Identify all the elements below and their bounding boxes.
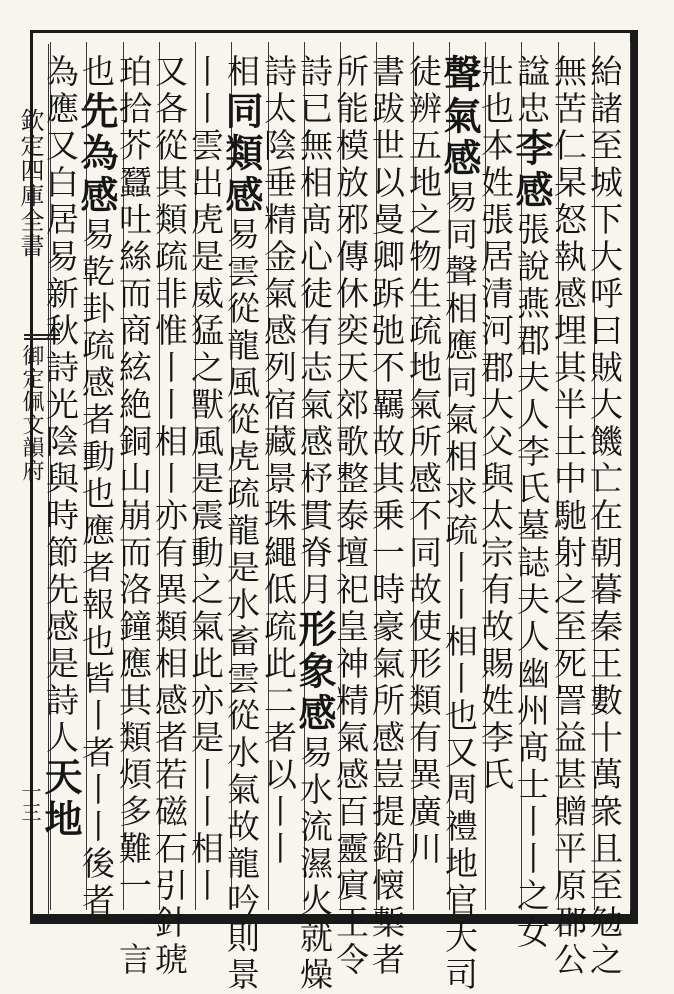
text-run: 為應又白居易新秋詩光陰與時節先感是詩人 [41, 54, 80, 757]
text-column [367, 54, 412, 979]
text-column [292, 54, 340, 994]
text-run: 詩太陰垂精金氣感列宿藏景珠繩低 [259, 54, 298, 609]
text-column [509, 54, 557, 952]
text-run: 易水流濕火就燥 [295, 735, 334, 994]
text-run: 相 [222, 54, 261, 91]
text-run: 也本姓張居清河郡大父與太宗有故賜姓李氏 [476, 91, 515, 794]
headword: 天地 [38, 757, 83, 841]
text-run: 丨丨 [186, 54, 225, 128]
headword: 同類感 [219, 91, 264, 217]
text-run: 疏此二者以丨丨 [259, 609, 298, 868]
text-run: 易雲從龍風從虎疏龍是水畜雲從水氣故龍吟則景 [222, 217, 261, 994]
text-run: 無苦仁杲怒執感埋其半土中馳射之至死詈益甚贈平原郡公 [549, 54, 588, 979]
headword: 先為感 [74, 91, 119, 217]
text-column [38, 54, 86, 914]
headword: 李感 [509, 128, 554, 212]
collection-title: 欽定四庫全書 [16, 108, 44, 258]
text-run: 所能模放邪傳休奕天郊歌整泰壇祀皇神精氣感百靈賔王令 [331, 54, 370, 979]
text-column [114, 54, 159, 979]
text-run: 壯 [476, 54, 515, 91]
book-title: 御定佩文韻府 [19, 344, 44, 482]
text-column [437, 54, 485, 994]
text-column [219, 54, 267, 994]
text-run: 張說燕郡夫人李氏墓誌夫人幽州髙士丨丨之女 [512, 212, 551, 952]
text-column [74, 54, 122, 920]
text-run: 徒辨五地之物生疏地氣所感不同故使形類有異廣川 [404, 54, 443, 868]
text-column [404, 54, 449, 914]
text-column [331, 54, 376, 979]
text-run: 詩已無相髙心徒有志氣感杼貫脊月 [295, 54, 334, 609]
text-column [150, 54, 195, 979]
text-column [476, 54, 521, 914]
text-run: 易乾卦疏感者動也應者報也皆丨者丨丨後者 [77, 217, 116, 920]
column-rule [630, 42, 631, 910]
text-run: 也 [77, 54, 116, 91]
text-run: 諡忠 [512, 54, 551, 128]
text-run: 雲出虎是威猛之獸風是震動之氣此亦是丨丨相丨 [186, 128, 225, 905]
text-column [259, 54, 304, 914]
headword: 形象感 [292, 609, 337, 735]
text-column [549, 54, 594, 979]
text-run: 珀拾芥蠶吐絲而商絃絶銅山崩而洛鐘應其類煩多難一一言 [114, 54, 153, 979]
page-border-right [630, 30, 638, 922]
text-run: 書跋世以曼卿跅弛不羈故其乗一時豪氣所感豈提鉛懐槧者 [367, 54, 406, 979]
text-run: 易同聲相應同氣相求疏丨丨相丨也又周禮地官大司 [440, 180, 479, 994]
headword: 聲氣感 [437, 54, 482, 180]
text-run: 紿諸至城下大呼曰賊大饑亡在朝暮秦王數十萬衆且至勉之 [585, 54, 624, 979]
text-run: 又各從其類疏非惟丨丨相丨亦有異類相感者若磁石引針琥 [150, 54, 189, 979]
page-number: 十三 [18, 782, 42, 822]
text-column [186, 54, 231, 914]
text-column [585, 54, 630, 979]
